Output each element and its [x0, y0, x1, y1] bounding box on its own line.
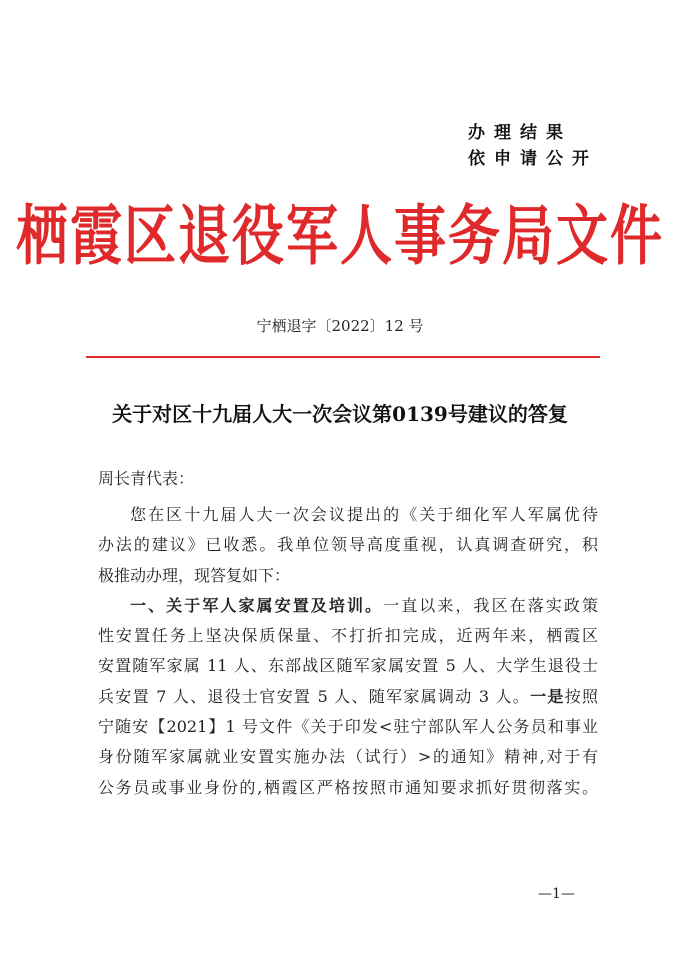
paragraph-2-line-7: 公务员或事业身份的,栖霞区严格按照市通知要求抓好贯彻落实。	[98, 777, 598, 797]
document-number: 宁栖退字〔2022〕12 号	[256, 317, 424, 335]
paragraph-2-line-4-pre: 兵安置 7 人、退役士官安置 5 人、随军家属调动 3 人。	[98, 686, 531, 706]
paragraph-2-line-5: 宁随安【2021】1 号文件《关于印发<驻宁部队军人公务员和事业	[98, 717, 598, 737]
paragraph-2-line-3: 安置随军家属 11 人、东部战区随军家属安置 5 人、大学生退役士	[98, 656, 598, 676]
stamp-line-result: 办理结果	[468, 123, 572, 143]
paragraph-2-line-4-post: 按照	[564, 686, 598, 706]
point-one-label: 一是	[530, 686, 565, 706]
paragraph-2-line-1-rest: 一直以来，我区在落实政策	[383, 595, 598, 615]
red-divider-line	[86, 356, 600, 358]
document-body	[98, 500, 598, 803]
paragraph-1-line-2: 办法的建议》已收悉。我单位领导高度重视，认真调查研究，积	[98, 535, 598, 555]
paragraph-2-line-2: 性安置任务上坚决保质保量、不打折扣完成，近两年来，栖霞区	[98, 626, 598, 646]
page-number: —1—	[538, 886, 575, 902]
paragraph-2-line-6: 身份随军家属就业安置实施办法（试行）>的通知》精神,对于有	[98, 747, 598, 767]
paragraph-2-line-1	[98, 591, 598, 621]
paragraph-2-line-4	[98, 682, 598, 712]
salutation: 周长青代表：	[98, 469, 195, 488]
paragraph-1-line-1: 您在区十九届人大一次会议提出的《关于细化军人军属优待	[130, 505, 598, 524]
document-masthead: 栖霞区退役军人事务局文件	[15, 199, 664, 275]
section-heading-military-family: 一、关于军人家属安置及培训。	[130, 595, 384, 615]
document-title: 关于对区十九届人大一次会议第0139号建议的答复	[112, 402, 568, 426]
paragraph-1-line-3: 极推动办理，现答复如下：	[98, 565, 291, 585]
stamp-line-disclosure: 依申请公开	[468, 149, 598, 169]
disclosure-stamp	[468, 120, 598, 172]
